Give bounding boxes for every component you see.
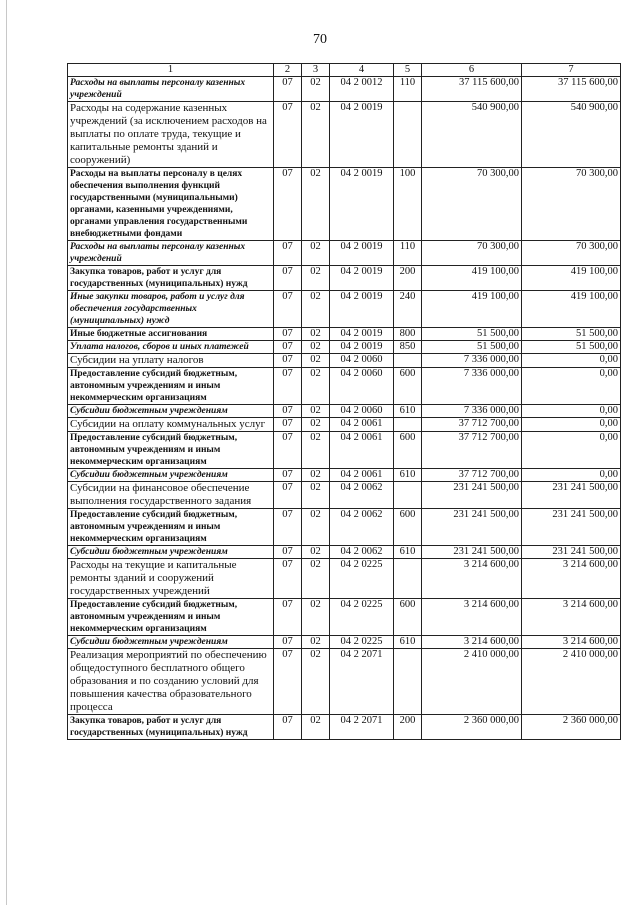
- subsection-code: 02: [302, 509, 330, 546]
- expense-type-code: [394, 418, 422, 432]
- expense-name: Предоставление субсидий бюджетным, автономным учреждениям и иным некоммерческим организациям: [68, 509, 274, 546]
- amount-col7: 70 300,00: [522, 168, 621, 241]
- section-code: 07: [274, 715, 302, 740]
- target-article-code: 04 2 0019: [330, 328, 394, 341]
- expense-type-code: 110: [394, 77, 422, 102]
- expense-name: Закупка товаров, работ и услуг для государственных (муниципальных) нужд: [68, 715, 274, 740]
- target-article-code: 04 2 0225: [330, 559, 394, 599]
- column-header: 7: [522, 64, 621, 77]
- expense-name: Уплата налогов, сборов и иных платежей: [68, 341, 274, 354]
- target-article-code: 04 2 0019: [330, 168, 394, 241]
- expense-type-code: [394, 102, 422, 168]
- column-header: 6: [422, 64, 522, 77]
- expense-name: Субсидии на финансовое обеспечение выполнения государственного задания: [68, 482, 274, 509]
- amount-col6: 419 100,00: [422, 291, 522, 328]
- budget-table: [67, 63, 621, 740]
- target-article-code: 04 2 0060: [330, 405, 394, 418]
- section-code: 07: [274, 266, 302, 291]
- amount-col6: 7 336 000,00: [422, 405, 522, 418]
- target-article-code: 04 2 0225: [330, 599, 394, 636]
- expense-type-code: [394, 482, 422, 509]
- subsection-code: 02: [302, 266, 330, 291]
- target-article-code: 04 2 0060: [330, 354, 394, 368]
- target-article-code: 04 2 0019: [330, 241, 394, 266]
- table-row: [68, 482, 621, 509]
- target-article-code: 04 2 0019: [330, 291, 394, 328]
- expense-name: Расходы на выплаты персоналу казенных учреждений: [68, 77, 274, 102]
- column-header: 2: [274, 64, 302, 77]
- amount-col7: 231 241 500,00: [522, 546, 621, 559]
- expense-type-code: 610: [394, 405, 422, 418]
- amount-col7: 0,00: [522, 432, 621, 469]
- amount-col7: 231 241 500,00: [522, 509, 621, 546]
- expense-type-code: 200: [394, 715, 422, 740]
- section-code: 07: [274, 405, 302, 418]
- expense-type-code: 110: [394, 241, 422, 266]
- amount-col7: 3 214 600,00: [522, 599, 621, 636]
- amount-col6: 51 500,00: [422, 328, 522, 341]
- amount-col7: 0,00: [522, 368, 621, 405]
- expense-type-code: [394, 649, 422, 715]
- amount-col6: 70 300,00: [422, 241, 522, 266]
- section-code: 07: [274, 599, 302, 636]
- table-row: [68, 636, 621, 649]
- expense-name: Закупка товаров, работ и услуг для государственных (муниципальных) нужд: [68, 266, 274, 291]
- expense-type-code: 200: [394, 266, 422, 291]
- amount-col6: 3 214 600,00: [422, 559, 522, 599]
- amount-col7: 540 900,00: [522, 102, 621, 168]
- amount-col7: 0,00: [522, 405, 621, 418]
- subsection-code: 02: [302, 77, 330, 102]
- table-row: [68, 77, 621, 102]
- target-article-code: 04 2 0012: [330, 77, 394, 102]
- subsection-code: 02: [302, 328, 330, 341]
- table-body: [68, 77, 621, 740]
- section-code: 07: [274, 341, 302, 354]
- expense-name: Предоставление субсидий бюджетным, автономным учреждениям и иным некоммерческим организациям: [68, 599, 274, 636]
- amount-col6: 231 241 500,00: [422, 482, 522, 509]
- expense-type-code: 850: [394, 341, 422, 354]
- expense-type-code: 600: [394, 509, 422, 546]
- header-row: [68, 64, 621, 77]
- table-row: [68, 469, 621, 482]
- section-code: 07: [274, 482, 302, 509]
- table-row: [68, 405, 621, 418]
- section-code: 07: [274, 102, 302, 168]
- expense-name: Расходы на выплаты персоналу казенных учреждений: [68, 241, 274, 266]
- expense-name: Иные бюджетные ассигнования: [68, 328, 274, 341]
- amount-col7: 51 500,00: [522, 328, 621, 341]
- table-row: [68, 368, 621, 405]
- amount-col7: 231 241 500,00: [522, 482, 621, 509]
- section-code: 07: [274, 291, 302, 328]
- expense-type-code: 610: [394, 546, 422, 559]
- scan-edge: [6, 0, 7, 905]
- expense-name: Субсидии на уплату налогов: [68, 354, 274, 368]
- table-row: [68, 509, 621, 546]
- amount-col6: 51 500,00: [422, 341, 522, 354]
- target-article-code: 04 2 0061: [330, 469, 394, 482]
- subsection-code: 02: [302, 341, 330, 354]
- subsection-code: 02: [302, 432, 330, 469]
- amount-col6: 37 115 600,00: [422, 77, 522, 102]
- amount-col6: 3 214 600,00: [422, 636, 522, 649]
- expense-name: Субсидии на оплату коммунальных услуг: [68, 418, 274, 432]
- expense-type-code: [394, 559, 422, 599]
- expense-type-code: 100: [394, 168, 422, 241]
- amount-col6: 2 360 000,00: [422, 715, 522, 740]
- amount-col7: 0,00: [522, 469, 621, 482]
- amount-col6: 7 336 000,00: [422, 368, 522, 405]
- table-row: [68, 241, 621, 266]
- column-header: 4: [330, 64, 394, 77]
- target-article-code: 04 2 0061: [330, 418, 394, 432]
- section-code: 07: [274, 241, 302, 266]
- table-row: [68, 168, 621, 241]
- section-code: 07: [274, 509, 302, 546]
- target-article-code: 04 2 0060: [330, 368, 394, 405]
- subsection-code: 02: [302, 715, 330, 740]
- amount-col7: 3 214 600,00: [522, 559, 621, 599]
- section-code: 07: [274, 168, 302, 241]
- table-row: [68, 715, 621, 740]
- target-article-code: 04 2 0061: [330, 432, 394, 469]
- amount-col7: 37 115 600,00: [522, 77, 621, 102]
- column-header: 5: [394, 64, 422, 77]
- target-article-code: 04 2 0019: [330, 341, 394, 354]
- amount-col6: 231 241 500,00: [422, 546, 522, 559]
- table-row: [68, 649, 621, 715]
- target-article-code: 04 2 0062: [330, 482, 394, 509]
- subsection-code: 02: [302, 649, 330, 715]
- table-row: [68, 418, 621, 432]
- amount-col6: 540 900,00: [422, 102, 522, 168]
- amount-col6: 37 712 700,00: [422, 432, 522, 469]
- expense-name: Субсидии бюджетным учреждениям: [68, 405, 274, 418]
- amount-col7: 3 214 600,00: [522, 636, 621, 649]
- subsection-code: 02: [302, 241, 330, 266]
- section-code: 07: [274, 368, 302, 405]
- expense-name: Расходы на выплаты персоналу в целях обеспечения выполнения функций государственными (муниципальными) органами, казенными учреждениями, органами управления государственными внебюджетными фондами: [68, 168, 274, 241]
- expense-name: Субсидии бюджетным учреждениям: [68, 636, 274, 649]
- table-row: [68, 432, 621, 469]
- table-row: [68, 266, 621, 291]
- amount-col7: 70 300,00: [522, 241, 621, 266]
- target-article-code: 04 2 2071: [330, 715, 394, 740]
- section-code: 07: [274, 636, 302, 649]
- amount-col6: 7 336 000,00: [422, 354, 522, 368]
- section-code: 07: [274, 559, 302, 599]
- expense-name: Субсидии бюджетным учреждениям: [68, 546, 274, 559]
- section-code: 07: [274, 649, 302, 715]
- amount-col7: 0,00: [522, 418, 621, 432]
- section-code: 07: [274, 77, 302, 102]
- amount-col7: 2 360 000,00: [522, 715, 621, 740]
- column-header: 3: [302, 64, 330, 77]
- amount-col6: 37 712 700,00: [422, 469, 522, 482]
- subsection-code: 02: [302, 469, 330, 482]
- amount-col6: 3 214 600,00: [422, 599, 522, 636]
- section-code: 07: [274, 546, 302, 559]
- subsection-code: 02: [302, 559, 330, 599]
- section-code: 07: [274, 354, 302, 368]
- section-code: 07: [274, 469, 302, 482]
- amount-col7: 51 500,00: [522, 341, 621, 354]
- amount-col7: 419 100,00: [522, 266, 621, 291]
- target-article-code: 04 2 0019: [330, 266, 394, 291]
- column-header: 1: [68, 64, 274, 77]
- expense-type-code: 610: [394, 636, 422, 649]
- section-code: 07: [274, 418, 302, 432]
- page-number: 70: [313, 32, 327, 47]
- subsection-code: 02: [302, 168, 330, 241]
- target-article-code: 04 2 0225: [330, 636, 394, 649]
- target-article-code: 04 2 2071: [330, 649, 394, 715]
- expense-name: Субсидии бюджетным учреждениям: [68, 469, 274, 482]
- subsection-code: 02: [302, 418, 330, 432]
- expense-type-code: 800: [394, 328, 422, 341]
- expense-name: Расходы на содержание казенных учреждений (за исключением расходов на выплаты по оплате труда, текущие и капитальные ремонты зданий и сооружений): [68, 102, 274, 168]
- target-article-code: 04 2 0062: [330, 509, 394, 546]
- subsection-code: 02: [302, 546, 330, 559]
- table-row: [68, 291, 621, 328]
- section-code: 07: [274, 328, 302, 341]
- expense-name: Предоставление субсидий бюджетным, автономным учреждениям и иным некоммерческим организациям: [68, 368, 274, 405]
- amount-col6: 419 100,00: [422, 266, 522, 291]
- expense-type-code: [394, 354, 422, 368]
- amount-col6: 70 300,00: [422, 168, 522, 241]
- expense-type-code: 600: [394, 368, 422, 405]
- table-row: [68, 599, 621, 636]
- expense-name: Предоставление субсидий бюджетным, автономным учреждениям и иным некоммерческим организациям: [68, 432, 274, 469]
- amount-col6: 2 410 000,00: [422, 649, 522, 715]
- table-row: [68, 328, 621, 341]
- table-row: [68, 354, 621, 368]
- amount-col6: 231 241 500,00: [422, 509, 522, 546]
- table-row: [68, 559, 621, 599]
- target-article-code: 04 2 0019: [330, 102, 394, 168]
- subsection-code: 02: [302, 354, 330, 368]
- expense-name: Иные закупки товаров, работ и услуг для обеспечения государственных (муниципальных) нужд: [68, 291, 274, 328]
- subsection-code: 02: [302, 482, 330, 509]
- subsection-code: 02: [302, 599, 330, 636]
- expense-type-code: 610: [394, 469, 422, 482]
- subsection-code: 02: [302, 102, 330, 168]
- table-row: [68, 546, 621, 559]
- subsection-code: 02: [302, 291, 330, 328]
- section-code: 07: [274, 432, 302, 469]
- expense-name: Расходы на текущие и капитальные ремонты зданий и сооружений государственных учреждений: [68, 559, 274, 599]
- table-row: [68, 341, 621, 354]
- subsection-code: 02: [302, 368, 330, 405]
- expense-type-code: 240: [394, 291, 422, 328]
- amount-col6: 37 712 700,00: [422, 418, 522, 432]
- table-row: [68, 102, 621, 168]
- amount-col7: 2 410 000,00: [522, 649, 621, 715]
- target-article-code: 04 2 0062: [330, 546, 394, 559]
- subsection-code: 02: [302, 405, 330, 418]
- amount-col7: 0,00: [522, 354, 621, 368]
- expense-name: Реализация мероприятий по обеспечению общедоступного бесплатного общего образования и по созданию условий для повышения качества образовательного процесса: [68, 649, 274, 715]
- subsection-code: 02: [302, 636, 330, 649]
- expense-type-code: 600: [394, 599, 422, 636]
- expense-type-code: 600: [394, 432, 422, 469]
- amount-col7: 419 100,00: [522, 291, 621, 328]
